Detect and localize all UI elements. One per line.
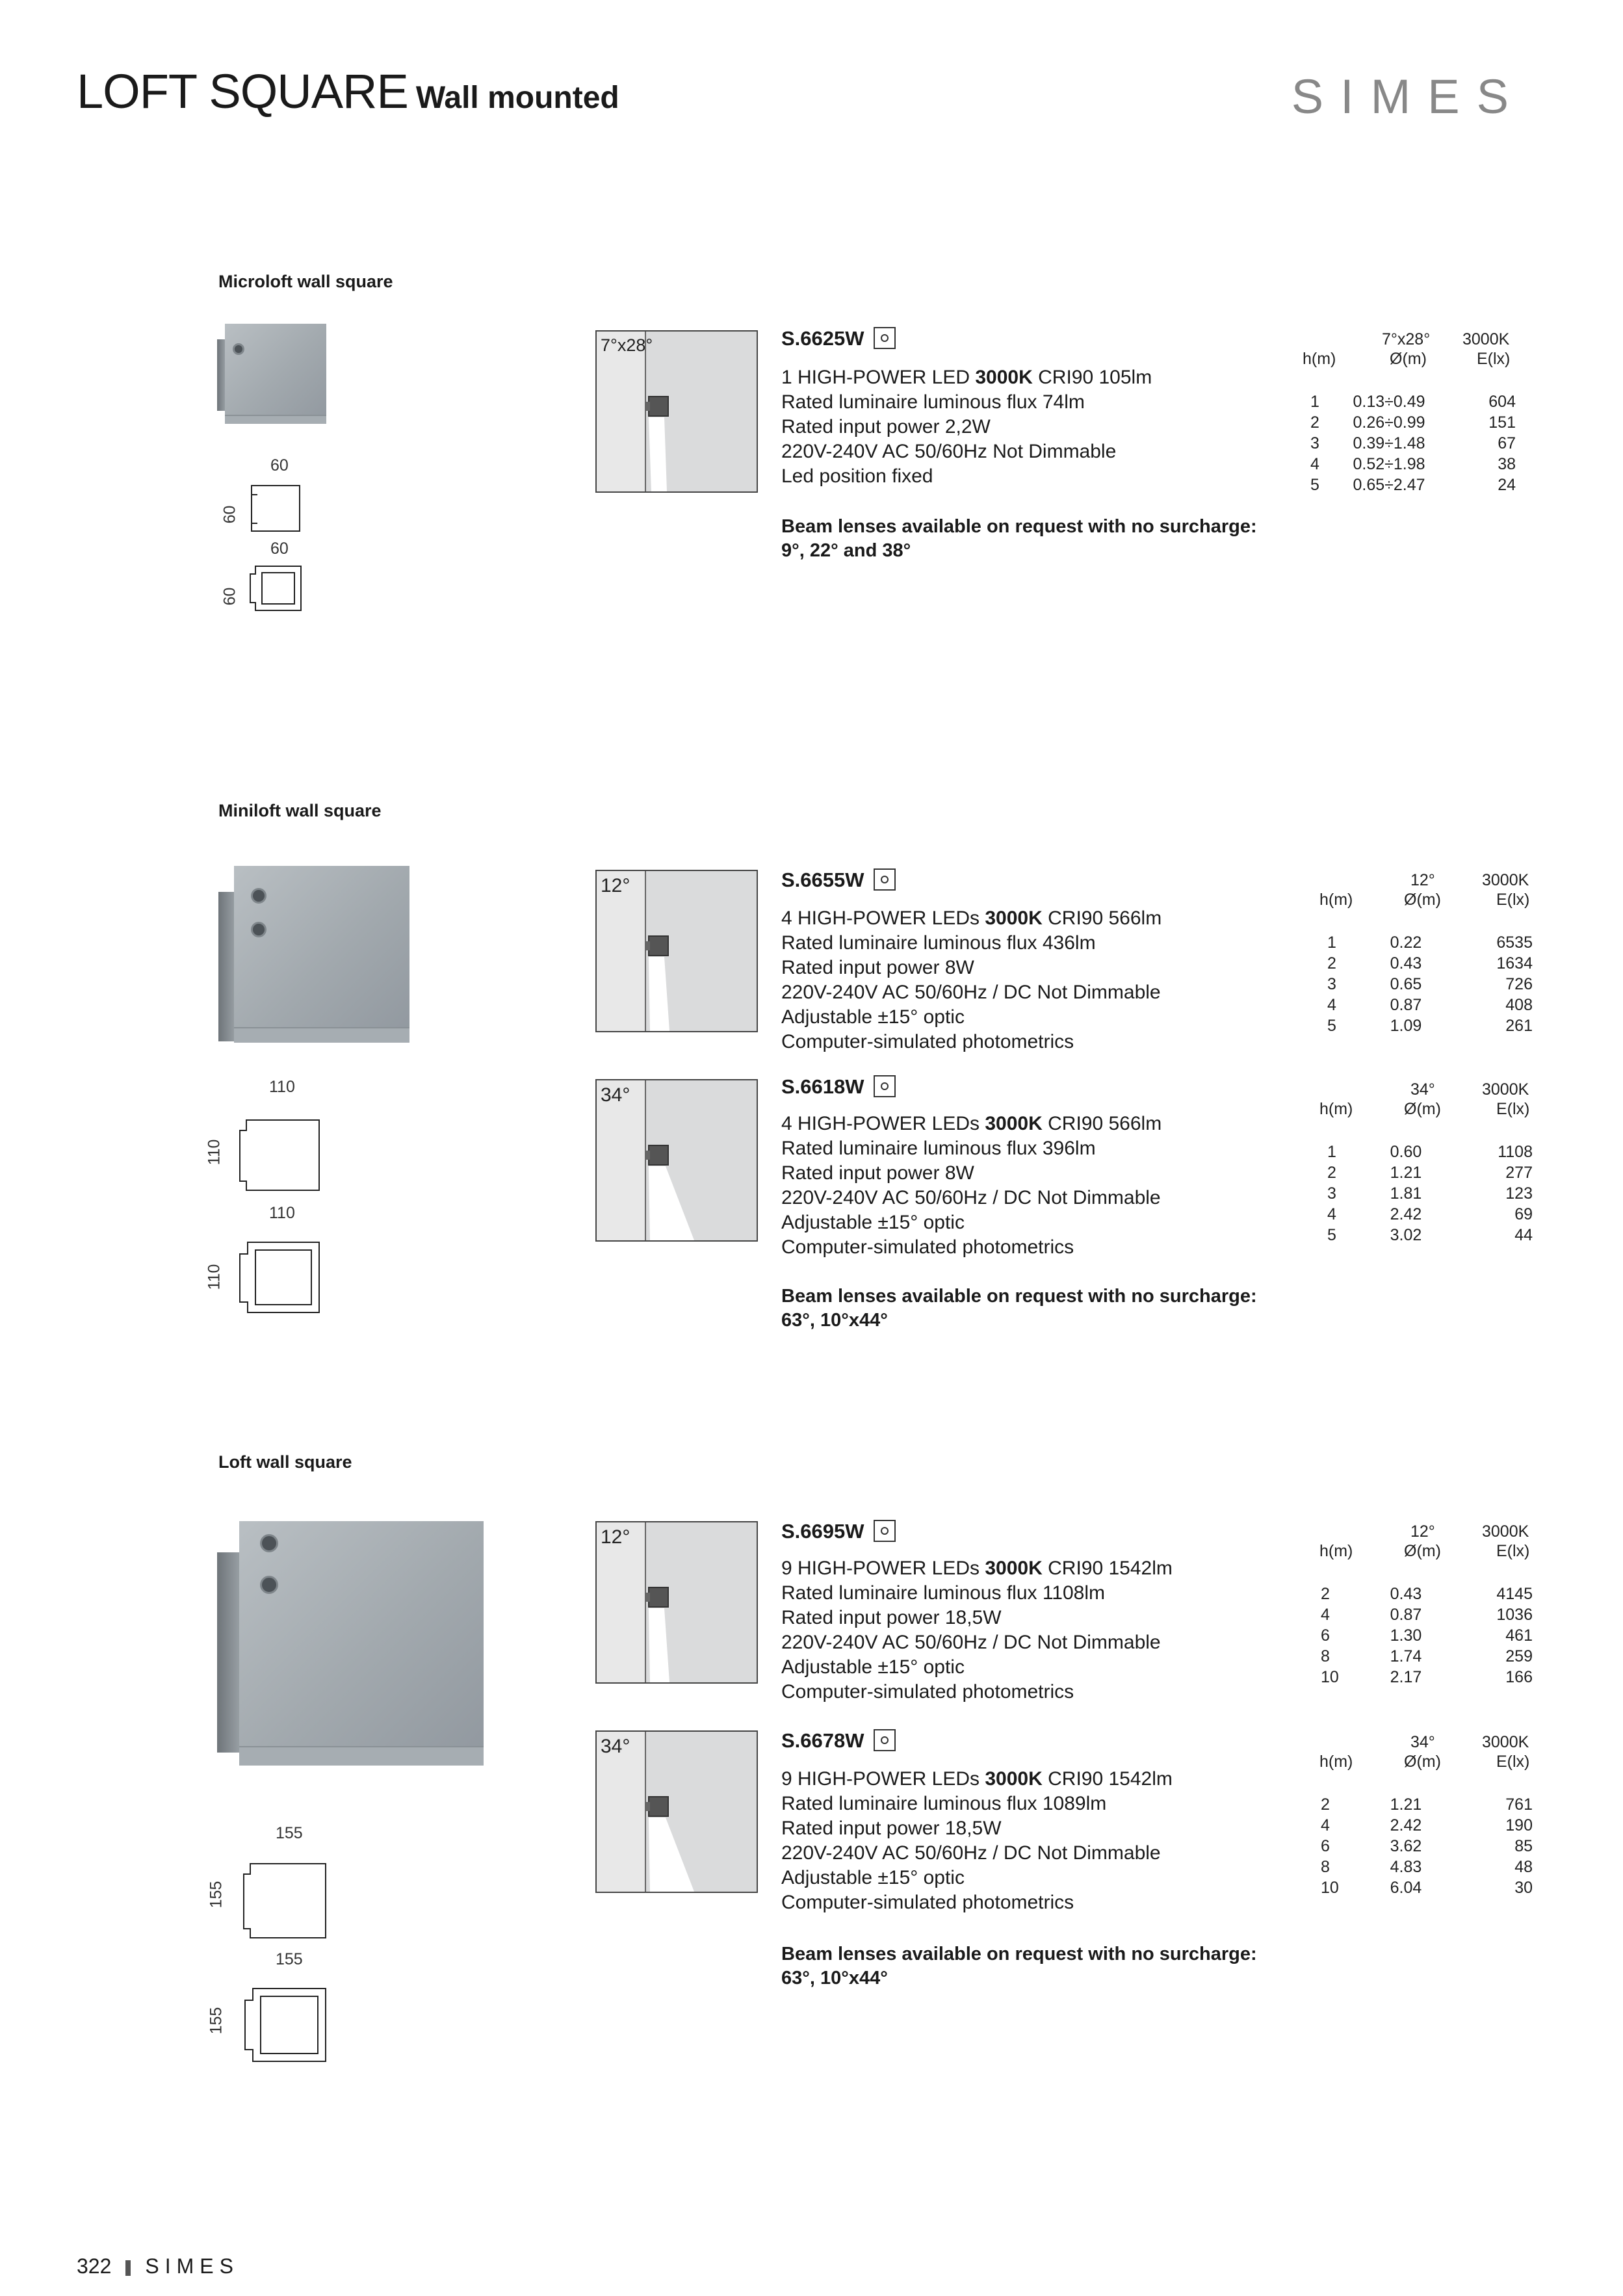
beam-lens-note bbox=[781, 515, 1257, 563]
spec-line: 220V-240V AC 50/60Hz / DC Not Dimmable bbox=[781, 1632, 1161, 1653]
spec-line: Rated input power 2,2W bbox=[781, 416, 991, 437]
table-row: 1 0.22 6535 bbox=[1327, 933, 1533, 952]
product-photo bbox=[217, 324, 326, 425]
dim-width: 155 bbox=[276, 1950, 303, 1968]
table-row: 2 1.21 277 bbox=[1327, 1164, 1533, 1182]
spec-line: 1 HIGH-POWER LED bbox=[781, 367, 976, 388]
spec-line: CRI90 566lm bbox=[1042, 907, 1162, 929]
product-code bbox=[781, 327, 896, 351]
spec-line: CRI90 105lm bbox=[1032, 367, 1152, 388]
table-row: 6 3.62 85 bbox=[1321, 1837, 1533, 1855]
beam-angle-label: 34° bbox=[601, 1736, 630, 1757]
dim-height: 155 bbox=[207, 1881, 226, 1909]
table-row: 5 1.09 261 bbox=[1327, 1017, 1533, 1035]
dim-height: 110 bbox=[205, 1264, 224, 1290]
table-header-diameter: Ø(m) bbox=[1404, 891, 1441, 909]
spec-line: Rated input power 8W bbox=[781, 957, 974, 978]
spec-line: Adjustable ±15° optic bbox=[781, 1867, 965, 1888]
spec-line: Rated luminaire luminous flux 436lm bbox=[781, 932, 1096, 954]
product-photo bbox=[217, 1521, 484, 1769]
product-code-text: S.6695W bbox=[781, 1520, 864, 1543]
table-header-diameter: Ø(m) bbox=[1404, 1100, 1441, 1118]
spec-line: Computer-simulated photometrics bbox=[781, 1031, 1074, 1052]
table-header-beam: 34° bbox=[1410, 1733, 1435, 1751]
table-header-h: h(m) bbox=[1319, 1542, 1353, 1560]
fixture-icon bbox=[874, 1075, 896, 1097]
table-header-cct: 3000K bbox=[1462, 330, 1510, 348]
table-header-h: h(m) bbox=[1303, 350, 1336, 368]
table-header-diameter: Ø(m) bbox=[1390, 350, 1427, 368]
spec-line: 9 HIGH-POWER LEDs bbox=[781, 1768, 985, 1790]
table-row: 4 0.87 1036 bbox=[1321, 1606, 1533, 1624]
table-header-illuminance: E(lx) bbox=[1496, 1753, 1530, 1771]
title-sub: Wall mounted bbox=[415, 81, 619, 115]
dim-height: 110 bbox=[205, 1139, 224, 1166]
spec-line: 9 HIGH-POWER LEDs bbox=[781, 1558, 985, 1579]
spec-line: Adjustable ±15° optic bbox=[781, 1006, 965, 1028]
beam-angle-label: 34° bbox=[601, 1084, 630, 1106]
spec-bold: 3000K bbox=[985, 1558, 1043, 1579]
table-row: 2 1.21 761 bbox=[1321, 1795, 1533, 1814]
spec-list bbox=[781, 365, 1152, 489]
spec-list bbox=[781, 1556, 1173, 1704]
spec-line: Adjustable ±15° optic bbox=[781, 1656, 965, 1678]
dim-width: 110 bbox=[269, 1204, 295, 1222]
spec-line: Rated luminaire luminous flux 1089lm bbox=[781, 1793, 1107, 1814]
table-row: 4 0.87 408 bbox=[1327, 996, 1533, 1014]
spec-line: Computer-simulated photometrics bbox=[781, 1892, 1074, 1913]
spec-line: Rated luminaire luminous flux 74lm bbox=[781, 391, 1085, 413]
table-row: 3 0.65 726 bbox=[1327, 975, 1533, 993]
product-code bbox=[781, 1729, 896, 1753]
beam-angle-label: 12° bbox=[601, 1526, 630, 1548]
table-row: 5 3.02 44 bbox=[1327, 1226, 1533, 1244]
product-code-text: S.6618W bbox=[781, 1075, 864, 1098]
note-line: Beam lenses available on request with no surcharge: bbox=[781, 516, 1257, 537]
dim-drawing-side bbox=[250, 1863, 326, 1938]
note-line: 9°, 22° and 38° bbox=[781, 540, 911, 561]
spec-line: 220V-240V AC 50/60Hz / DC Not Dimmable bbox=[781, 1842, 1161, 1864]
section-title: Microloft wall square bbox=[218, 272, 393, 291]
note-line: 63°, 10°x44° bbox=[781, 1310, 888, 1331]
table-row: 3 1.81 123 bbox=[1327, 1184, 1533, 1203]
page-title bbox=[77, 64, 619, 119]
beam-lens-note bbox=[781, 1942, 1257, 1990]
product-code bbox=[781, 1520, 896, 1544]
table-row: 3 0.39÷1.48 67 bbox=[1310, 434, 1516, 452]
spec-line: 4 HIGH-POWER LEDs bbox=[781, 907, 985, 929]
table-row: 2 0.26÷0.99 151 bbox=[1310, 413, 1516, 432]
spec-line: Computer-simulated photometrics bbox=[781, 1681, 1074, 1702]
table-header-h: h(m) bbox=[1319, 891, 1353, 909]
fixture-icon bbox=[874, 1729, 896, 1751]
spec-line: Rated input power 18,5W bbox=[781, 1607, 1002, 1628]
beam-diagram bbox=[595, 330, 758, 493]
photometric-table bbox=[1295, 329, 1516, 495]
beam-diagram bbox=[595, 1730, 758, 1893]
dim-width: 60 bbox=[270, 540, 289, 558]
table-header-h: h(m) bbox=[1319, 1100, 1353, 1118]
table-row: 4 0.52÷1.98 38 bbox=[1310, 455, 1516, 473]
dim-width: 110 bbox=[269, 1078, 295, 1096]
beam-angle-label: 12° bbox=[601, 875, 630, 896]
section-title: Loft wall square bbox=[218, 1452, 352, 1472]
note-line: 63°, 10°x44° bbox=[781, 1968, 888, 1989]
table-row: 6 1.30 461 bbox=[1321, 1626, 1533, 1645]
footer-divider bbox=[125, 2260, 131, 2276]
table-header-illuminance: E(lx) bbox=[1496, 891, 1530, 909]
table-header-cct: 3000K bbox=[1482, 1733, 1529, 1751]
table-header-illuminance: E(lx) bbox=[1496, 1100, 1530, 1118]
table-row: 5 0.65÷2.47 24 bbox=[1310, 476, 1516, 494]
note-line: Beam lenses available on request with no surcharge: bbox=[781, 1944, 1257, 1964]
table-header-h: h(m) bbox=[1319, 1753, 1353, 1771]
fixture-icon bbox=[874, 1520, 896, 1542]
table-header-illuminance: E(lx) bbox=[1477, 350, 1511, 368]
table-row: 10 2.17 166 bbox=[1321, 1668, 1533, 1686]
fixture-icon bbox=[874, 868, 896, 891]
beam-diagram bbox=[595, 1521, 758, 1684]
photometric-table bbox=[1312, 1079, 1533, 1246]
spec-list bbox=[781, 906, 1162, 1054]
beam-lens-note bbox=[781, 1285, 1257, 1333]
spec-line: Led position fixed bbox=[781, 465, 933, 487]
table-header-diameter: Ø(m) bbox=[1404, 1542, 1441, 1560]
table-header-illuminance: E(lx) bbox=[1496, 1542, 1530, 1560]
spec-bold: 3000K bbox=[985, 907, 1043, 929]
spec-line: CRI90 566lm bbox=[1042, 1113, 1162, 1134]
beam-angle-label: 7°x28° bbox=[601, 335, 653, 355]
page-number: 322 bbox=[77, 2254, 112, 2278]
brand-logo: SIMES bbox=[1291, 70, 1526, 124]
table-header-beam: 12° bbox=[1410, 871, 1435, 889]
product-photo bbox=[218, 866, 409, 1045]
table-header-cct: 3000K bbox=[1482, 1080, 1529, 1099]
photometric-table bbox=[1312, 1521, 1533, 1688]
spec-bold: 3000K bbox=[975, 367, 1033, 388]
spec-line: Rated luminaire luminous flux 396lm bbox=[781, 1138, 1096, 1159]
dim-height: 60 bbox=[220, 587, 239, 606]
product-code-text: S.6655W bbox=[781, 868, 864, 891]
title-main: LOFT SQUARE bbox=[77, 64, 408, 118]
table-header-beam: 7°x28° bbox=[1382, 330, 1431, 348]
footer-brand: SIMES bbox=[145, 2254, 239, 2278]
product-code bbox=[781, 868, 896, 893]
table-row: 10 6.04 30 bbox=[1321, 1879, 1533, 1897]
dim-height: 155 bbox=[207, 2007, 226, 2035]
product-code-text: S.6625W bbox=[781, 327, 864, 350]
photometric-table bbox=[1312, 1732, 1533, 1898]
beam-diagram bbox=[595, 1079, 758, 1242]
spec-bold: 3000K bbox=[985, 1113, 1043, 1134]
spec-line: 220V-240V AC 50/60Hz Not Dimmable bbox=[781, 441, 1117, 462]
table-row: 1 0.60 1108 bbox=[1327, 1143, 1533, 1161]
product-code bbox=[781, 1075, 896, 1099]
spec-line: Rated luminaire luminous flux 1108lm bbox=[781, 1582, 1106, 1604]
dim-height: 60 bbox=[220, 505, 239, 524]
table-row: 4 2.42 190 bbox=[1321, 1816, 1533, 1834]
section-title: Miniloft wall square bbox=[218, 801, 382, 820]
fixture-icon bbox=[874, 327, 896, 349]
product-code-text: S.6678W bbox=[781, 1729, 864, 1752]
page-footer bbox=[77, 2254, 239, 2278]
spec-line: Rated input power 8W bbox=[781, 1162, 974, 1184]
note-line: Beam lenses available on request with no surcharge: bbox=[781, 1286, 1257, 1307]
spec-list bbox=[781, 1112, 1162, 1260]
beam-diagram bbox=[595, 870, 758, 1032]
table-header-cct: 3000K bbox=[1482, 1522, 1529, 1541]
table-row: 2 0.43 4145 bbox=[1321, 1585, 1533, 1603]
spec-bold: 3000K bbox=[985, 1768, 1043, 1790]
table-row: 8 1.74 259 bbox=[1321, 1647, 1533, 1665]
table-header-diameter: Ø(m) bbox=[1404, 1753, 1441, 1771]
spec-line: CRI90 1542lm bbox=[1042, 1558, 1173, 1579]
spec-line: CRI90 1542lm bbox=[1042, 1768, 1173, 1790]
table-row: 1 0.13÷0.49 604 bbox=[1310, 393, 1516, 411]
dim-width: 155 bbox=[276, 1824, 303, 1842]
table-header-beam: 34° bbox=[1410, 1080, 1435, 1099]
spec-list bbox=[781, 1767, 1173, 1915]
spec-line: 220V-240V AC 50/60Hz / DC Not Dimmable bbox=[781, 982, 1161, 1003]
table-row: 2 0.43 1634 bbox=[1327, 954, 1533, 972]
spec-line: Adjustable ±15° optic bbox=[781, 1212, 965, 1233]
spec-line: 4 HIGH-POWER LEDs bbox=[781, 1113, 985, 1134]
spec-line: Computer-simulated photometrics bbox=[781, 1236, 1074, 1258]
dim-drawing-side bbox=[246, 1119, 320, 1191]
spec-line: 220V-240V AC 50/60Hz / DC Not Dimmable bbox=[781, 1187, 1161, 1208]
spec-line: Rated input power 18,5W bbox=[781, 1818, 1002, 1839]
dim-drawing-side bbox=[251, 485, 300, 532]
table-row: 8 4.83 48 bbox=[1321, 1858, 1533, 1876]
table-header-beam: 12° bbox=[1410, 1522, 1435, 1541]
photometric-table bbox=[1312, 870, 1533, 1036]
table-header-cct: 3000K bbox=[1482, 871, 1529, 889]
dim-width: 60 bbox=[270, 456, 289, 475]
table-row: 4 2.42 69 bbox=[1327, 1205, 1533, 1223]
